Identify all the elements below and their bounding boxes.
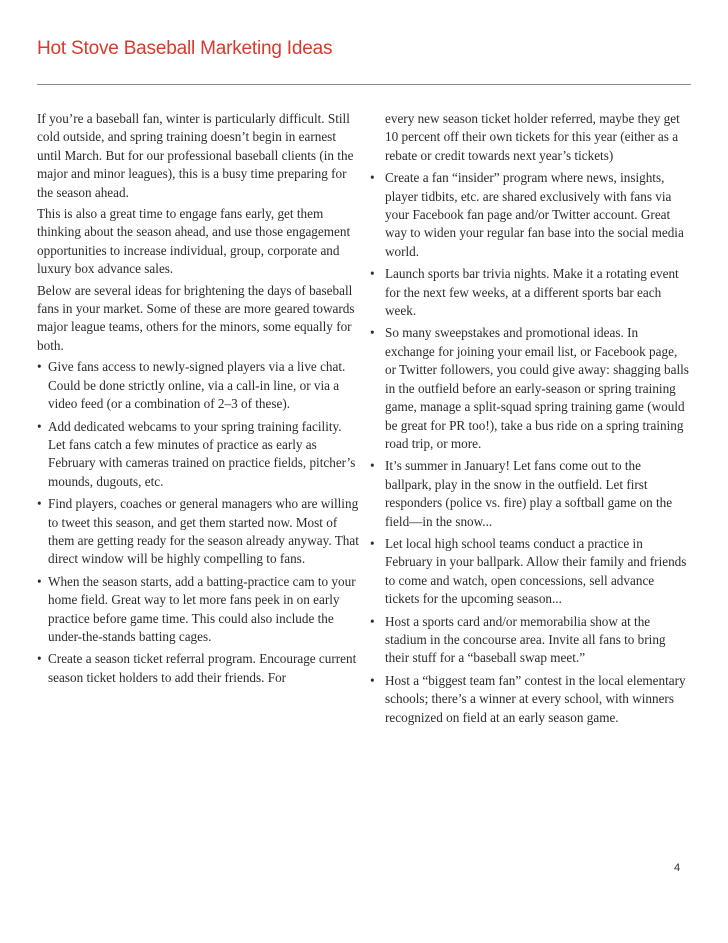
ideas-intro-paragraph: Below are several ideas for brightening the days of baseball fans in your market. Some of these are more geared towards major league teams, others for the minors, some equally for both.	[37, 282, 355, 353]
list-item-text: Host a “biggest team fan” contest in the local elementary schools; there’s a winner at every school, with winners recognized on field at an early season game.	[385, 672, 686, 725]
bullet-marker: •	[370, 535, 375, 551]
intro-paragraph: If you’re a baseball fan, winter is particularly difficult. Still cold outside, and spring training doesn’t begin in earnest until March. But for our professional baseball clients (in the major and minor leagues), this is a busy time preparing for the season ahead.	[37, 111, 354, 200]
list-item-text: Find players, coaches or general managers who are willing to tweet this season, and get them started now. Most of them are getting ready for the season already anyway. That direct window will be highly compelling to fans.	[48, 496, 359, 567]
list-item-text: Create a season ticket referral program. Encourage current season ticket holders to add their friends. For	[48, 651, 357, 685]
list-item-text: Host a sports card and/or memorabilia show at the stadium in the concourse area. Invite all fans to bring their stuff for a “baseball swap meet.”	[385, 613, 666, 666]
bullet-marker: •	[370, 325, 375, 341]
list-item	[37, 358, 362, 413]
list-item	[37, 573, 362, 647]
page-title: Hot Stove Baseball Marketing Ideas	[37, 38, 333, 59]
list-item	[370, 169, 690, 261]
list-item	[37, 650, 362, 687]
list-item	[370, 535, 690, 609]
bullet-marker: •	[370, 458, 375, 474]
bullet-marker: •	[37, 573, 42, 589]
list-item	[370, 672, 690, 727]
list-item-text: every new season ticket holder referred, maybe they get 10 percent off their own tickets for this year (either as a rebate or credit towards next year’s tickets)	[385, 111, 680, 163]
bullet-marker: •	[37, 651, 42, 667]
list-item	[37, 418, 362, 492]
header-divider	[37, 84, 691, 85]
bullet-marker: •	[370, 613, 375, 629]
right-column	[370, 110, 690, 731]
bullet-marker: •	[37, 418, 42, 434]
list-item-text: When the season starts, add a batting-practice cam to your home field. Great way to let more fans peek in on early practice before game time. This could also include the under-the-stands batting cages.	[48, 573, 356, 644]
bullet-marker: •	[37, 359, 42, 375]
bullet-marker: •	[37, 496, 42, 512]
right-bullet-list	[370, 110, 690, 727]
list-item-text: Launch sports bar trivia nights. Make it a rotating event for the next few weeks, at a different sports bar each week.	[385, 266, 679, 319]
list-item-text: Create a fan “insider” program where news, insights, player tidbits, etc. are shared exclusively with fans via your Facebook fan page and/or Twitter account. Great way to widen your regular fan base into the social media world.	[385, 170, 684, 259]
bullet-marker: •	[370, 170, 375, 186]
bullet-marker: •	[370, 266, 375, 282]
list-item	[370, 324, 690, 453]
left-column	[37, 110, 362, 691]
list-item-text: Let local high school teams conduct a practice in February in your ballpark. Allow their family and friends to come and watch, open concessions, sell advance tickets for the upcoming season...	[385, 535, 687, 607]
list-item	[370, 613, 690, 668]
list-item-continuation	[370, 110, 690, 165]
list-item-text: Give fans access to newly-signed players via a live chat. Could be done strictly online, via a call-in line, or via a video feed (or a combination of 2–3 of these).	[48, 359, 346, 412]
list-item	[370, 265, 690, 320]
list-item	[370, 457, 690, 531]
list-item-text: It’s summer in January! Let fans come out to the ballpark, play in the snow in the outfield. Let first responders (police vs. fire) play a softball game on the field—in the snow...	[385, 458, 673, 529]
left-bullet-list	[37, 358, 362, 687]
list-item	[37, 495, 362, 569]
list-item-text: Add dedicated webcams to your spring training facility. Let fans catch a few minutes of practice as early as February with cameras trained on practice fields, pitcher’s mounds, dugouts, etc.	[48, 418, 356, 489]
list-item-text: So many sweepstakes and promotional ideas. In exchange for joining your email list, or Facebook page, or Twitter followers, you could give away: shagging balls in the outfield before an early-season or spring training game, manage a split-squad spring training game (would be great for PR too!), take a bus ride on a spring training road trip, or more.	[385, 325, 689, 451]
bullet-marker: •	[370, 672, 375, 688]
engagement-paragraph: This is also a great time to engage fans early, get them thinking about the season ahead, and use those engagement opportunities to increase individual, group, corporate and luxury box advance sales.	[37, 206, 351, 277]
page-number: 4	[674, 862, 681, 874]
